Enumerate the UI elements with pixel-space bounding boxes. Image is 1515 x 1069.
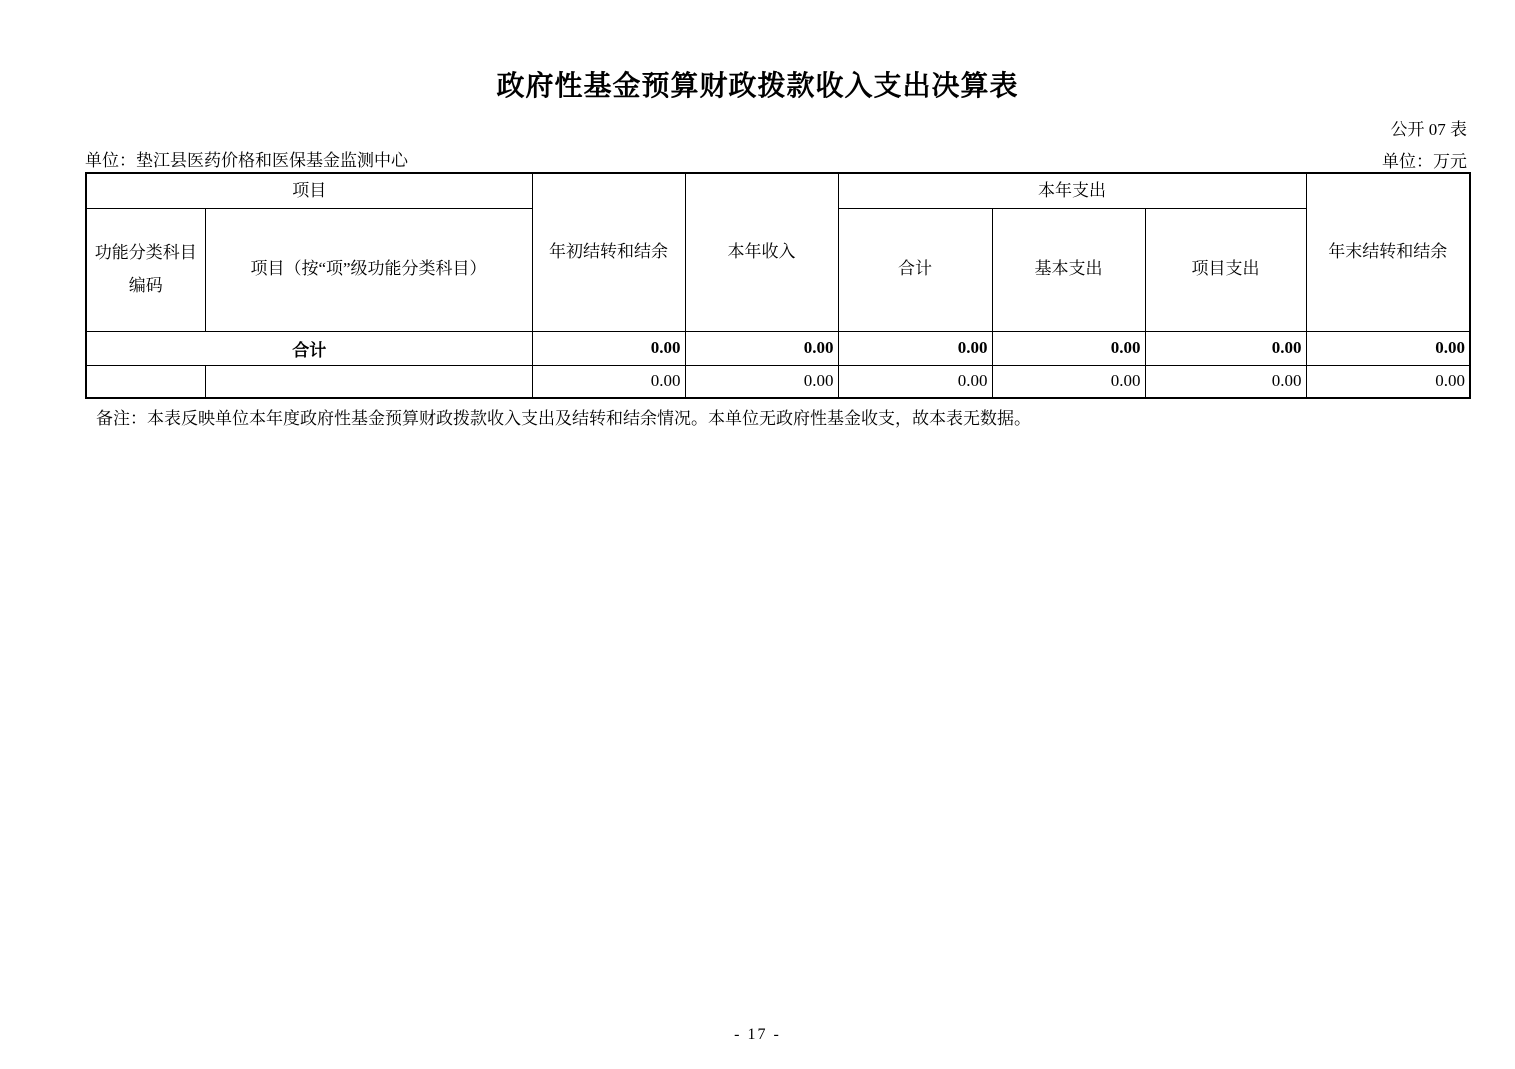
header-project-group: 项目 [86, 173, 532, 208]
header-beginning-balance: 年初结转和结余 [532, 173, 685, 331]
header-project-detail: 项目（按“项”级功能分类科目） [205, 208, 532, 331]
total-row-label: 合计 [86, 331, 532, 365]
total-basic-expenditure: 0.00 [992, 331, 1145, 365]
detail-project-label [205, 365, 532, 398]
page-title: 政府性基金预算财政拨款收入支出决算表 [496, 71, 1019, 102]
budget-table [85, 172, 1471, 399]
detail-basic-expenditure: 0.00 [992, 365, 1145, 398]
total-beginning-balance: 0.00 [532, 331, 685, 365]
detail-beginning-balance: 0.00 [532, 365, 685, 398]
detail-expenditure-total: 0.00 [838, 365, 992, 398]
detail-project-expenditure: 0.00 [1145, 365, 1306, 398]
detail-ending-balance: 0.00 [1306, 365, 1470, 398]
header-ending-balance: 年末结转和结余 [1306, 173, 1470, 331]
total-ending-balance: 0.00 [1306, 331, 1470, 365]
header-expenditure-total: 合计 [838, 208, 992, 331]
table-row-total [86, 331, 1470, 365]
header-current-year-income: 本年收入 [685, 173, 838, 331]
page-number: - 17 - [734, 1026, 781, 1043]
total-expenditure-total: 0.00 [838, 331, 992, 365]
table-header-row-1 [86, 173, 1470, 208]
total-project-expenditure: 0.00 [1145, 331, 1306, 365]
detail-current-year-income: 0.00 [685, 365, 838, 398]
total-current-year-income: 0.00 [685, 331, 838, 365]
header-functional-code: 功能分类科目编码 [86, 208, 205, 331]
header-expenditure-group: 本年支出 [838, 173, 1306, 208]
unit-name-label: 单位：垫江县医药价格和医保基金监测中心 [85, 151, 408, 170]
table-note: 备注：本表反映单位本年度政府性基金预算财政拨款收入支出及结转和结余情况。本单位无政府性基金收支，故本表无数据。 [96, 409, 1031, 428]
table-row-detail [86, 365, 1470, 398]
header-basic-expenditure: 基本支出 [992, 208, 1145, 331]
header-project-expenditure: 项目支出 [1145, 208, 1306, 331]
detail-functional-code [86, 365, 205, 398]
table-code-label: 公开 07 表 [1390, 120, 1467, 139]
unit-currency-label: 单位：万元 [1382, 152, 1467, 171]
